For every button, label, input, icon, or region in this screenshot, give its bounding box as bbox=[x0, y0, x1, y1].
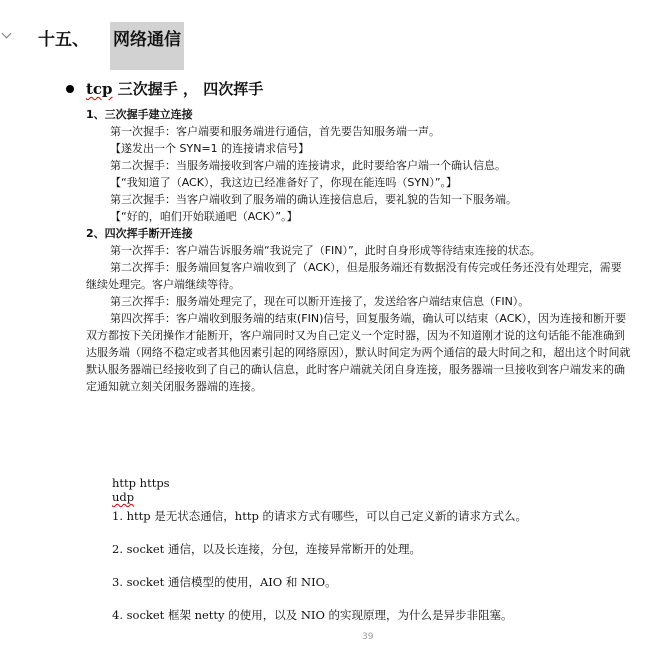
handshake-note: 【遂发出一个 SYN=1 的连接请求信号】 bbox=[110, 142, 310, 155]
topic-header: http https bbox=[112, 476, 170, 490]
heading-title: 网络通信 bbox=[110, 22, 184, 70]
wave-paragraph: 第三次挥手：服务端处理完了，现在可以断开连接了，发送给客户端结束信息（FIN）。 bbox=[110, 295, 530, 308]
wave-paragraph: 第二次挥手：服务端回复客户端收到了（ACK），但是服务端还有数据没有传完或任务还没有处理完，需要继续处理完。客户端继续等待。 bbox=[86, 261, 622, 291]
list-item: 1. http 是无状态通信，http 的请求方式有哪些，可以自己定义新的请求方式么。 bbox=[112, 509, 527, 523]
heading-number: 十五、 bbox=[38, 30, 89, 50]
body-text bbox=[86, 106, 632, 395]
wave-paragraph: 第一次挥手：客户端告诉服务端“我说完了（FIN）”，此时自身形成等待结束连接的状态。 bbox=[110, 244, 541, 257]
handshake-line: 第一次握手：客户端要和服务端进行通信，首先要告知服务端一声。 bbox=[110, 125, 440, 138]
list-item: 2. socket 通信，以及长连接，分包，连接异常断开的处理。 bbox=[112, 542, 421, 556]
handshake-note: 【“我知道了（ACK），我这边已经准备好了，你现在能连吗（SYN）”。】 bbox=[110, 176, 458, 189]
subsection-title: 1、三次握手建立连接 bbox=[86, 108, 193, 121]
wave-paragraph: 第四次挥手：客户端收到服务端的结束(FIN)信号，回复服务端，确认可以结束（ACK），因为连接和断开要双方都按下关闭操作才能断开，客户端同时又为自己定义一个定时器，因为不知道刚才说的这句话能不能准确到达服务端（网络不稳定或者其他因素引起的网络原因），默认时间定为两个通信的最大时间之和，超出这个时间就默认服务器端已经接收到了自己的确认信息，此时客户端就关闭自身连接，服务器端一旦接收到客户端发来的确定通知就立刻关闭服务器端的连接。 bbox=[86, 312, 631, 393]
list-item: 4. socket 框架 netty 的使用，以及 NIO 的实现原理，为什么是异步非阻塞。 bbox=[112, 608, 513, 622]
bullet-title bbox=[86, 78, 263, 99]
subsection-title: 2、四次挥手断开连接 bbox=[86, 227, 193, 240]
list-item: 3. socket 通信模型的使用，AIO 和 NIO。 bbox=[112, 575, 337, 589]
bullet-dot-icon bbox=[66, 85, 74, 93]
handshake-line: 第三次握手：当客户端收到了服务端的确认连接信息后，要礼貌的告知一下服务端。 bbox=[110, 193, 517, 206]
topic-list bbox=[112, 476, 527, 623]
handshake-line: 第二次握手：当服务端接收到客户端的连接请求，此时要给客户端一个确认信息。 bbox=[110, 159, 506, 172]
section-heading bbox=[38, 22, 184, 68]
topic-header: udp bbox=[112, 490, 135, 504]
page-number: 39 bbox=[362, 632, 374, 642]
bullet-title-rest: 三次握手 ， 四次挥手 bbox=[112, 80, 264, 98]
bullet-item bbox=[66, 78, 263, 99]
bullet-title-abbrev: tcp bbox=[86, 80, 113, 98]
handshake-note: 【“好的，咱们开始联通吧（ACK）”。】 bbox=[110, 210, 298, 223]
page-edge-marker bbox=[2, 29, 12, 39]
